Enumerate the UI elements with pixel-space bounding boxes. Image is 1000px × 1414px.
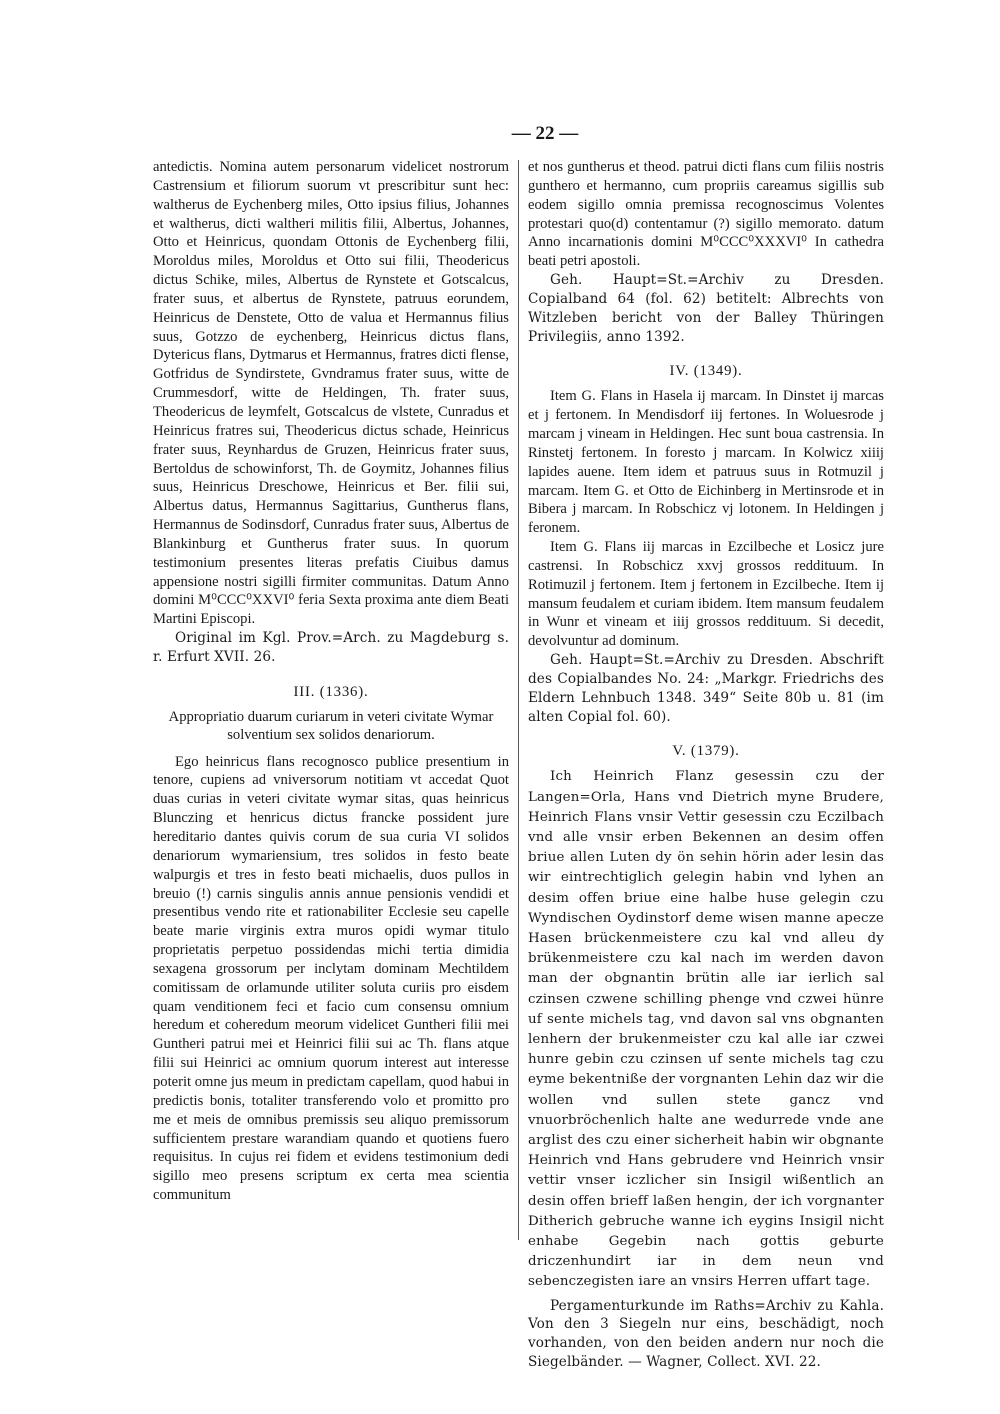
document-text: Ich Heinrich Flanz gesessin czu der Langen=Orla, Hans vnd Dietrich myne Brudere, Heinrich Flans vnsir Vettir gesessin czu Eczilbach vnd alle vnsir erben Bekennen an desim offen briue allen Luten dy ön sehin hörin ader lesin das wir eintrechtiglich gelegin habin vnd lyhen an desim offen briue eine halbe huse gelegin czu Wyndischen Oydinstorf deme wisen manne apecze Hasen brückenmeistere czu kal vnd alleu dy brükenmeistere czu kal nach im werden davon man der obgnantin brütin alle iar ierlich sal czinsen czwene schilling phenge vnd czwei hünre uf sente michels tag, vnd davon sal vns obgnanten lenhern der brukenmeister czu kal alle iar czwei hunre gebin czu czinsen uf sente michels tag czu eyme bekentniße der vorgnanten Lehin daz wir die wollen vnd sullen stete gancz vnd vnuorbröchenlich halte ane wedurrede vnde ane arglist des czu einer sicherheit habin wir obgnante Heinrich vnd Hans gebrudere vnd Heinrich vnsir vettir vnser iczlicher sin Insigil wißentlich an desin offen brieff laßen hengin, der ich vorgnanter Ditherich gebruche wanne ich eygins Insigil nicht enhabe Gegebin nach gottis geburte driczenhundirt iar in dem neun vnd sebenczegisten iare an vnsirs Herren uffart tage. [528, 769, 884, 1290]
column-divider [518, 160, 519, 1240]
section-heading-iii: III. (1336). [293, 683, 369, 700]
document-text: antedictis. Nomina autem personarum videlicet nostrorum Castrensium et filiorum suorum vt prescribitur sunt hec: waltherus de Eychenberg miles, Otto ipsius filius, Johannes et waltherus, dicti waltheri militis filii, Albertus, Johannes, Otto et Heinricus, quondam Ottonis de Eychenberg filii, Moroldus miles, Moroldus et Otto sui filii, Theodericus dictus Schike, miles, Albertus de Rynstete et Gotscalcus, frater suus, et albertus de Rynstete, patruus eorundem, Heinricus de Denstete, Otto de valua et Hermannus filius suus, Gotzzo de eychenberg, Heinricus dictus flans, Dytericus flans, Dytmarus et Hermannus, fratres dicti flense, Gotfridus de Syndirstete, Gvndramus frater suus, witte de Crummesdorf, witte de Heldingen, Th. frater suus, Theodericus de leymfelt, Gotscalcus de vlstete, Cunradus et Heinricus fratres sui, Theodericus dictus schade, Heinricus frater suus, Reynhardus de Gruzen, Heinricus frater suus, Bertoldus de schowinforst, Th. de Goymitz, Johannes filius suus, Heinricus Dreschowe, Heinricus et Ber. filii sui, Albertus datus, Hermannus Sagittarius, Guntherus flans, Hermannus de Sodinsdorf, Cunradus frater suus, Albertus de Blankinburg et Guntherus frater suus. In quorum testimonium presentes literas prefatis Ciuibus damus appensione nostri sigilli firmiter communitas. Datum Anno domini M⁰CCC⁰XXVI⁰ feria Sexta proxima ante diem Beati Martini Episcopi. [153, 159, 509, 628]
document-text: et nos guntherus et theod. patrui dicti flans cum filiis nostris gunthero et hermanno, cum propriis careamus sigillis sub eodem sigillo omnia premissa recognoscimus Volentes protestari quo(d) contentamur (?) sigillo memorato. datum Anno incarnationis domini M⁰CCC⁰XXXVI⁰ In cathedra beati petri apostoli. [528, 159, 884, 270]
left-column [153, 158, 509, 1205]
source-note: Geh. Haupt=St.=Archiv zu Dresden. Copialband 64 (fol. 62) betitelt: Albrechts von Witzleben bericht von der Balley Thüringen Privilegiis, anno 1392. [528, 272, 884, 345]
page-number: — 22 — [511, 123, 579, 144]
document-text: Item G. Flans iij marcas in Ezcilbeche et Losicz jure castrensi. In Robschicz xxvj grossos reddituum. In Rotimuzil j fertonem. Item j fertonem in Ezcilbeche. Item ij mansum feudalem et curiam ibidem. Item mansum feudalem in Wunr et vineam et iiij grossos reddituum. Si decedit, devolvuntur ad dominum. [528, 539, 884, 650]
section-heading-iv: IV. (1349). [669, 363, 743, 380]
section-rubric: Appropriatio duarum curiarum in veteri civitate Wymar solventium sex solidos denariorum. [168, 708, 494, 744]
source-note: Geh. Haupt=St.=Archiv zu Dresden. Abschrift des Copialbandes No. 24: „Markgr. Friedrichs des Eldern Lehnbuch 1348. 349“ Seite 80b u. 81 (im alten Copial fol. 60). [528, 652, 884, 725]
section-heading-v: V. (1379). [672, 743, 740, 760]
source-note: Original im Kgl. Prov.=Arch. zu Magdeburg s. r. Erfurt XVII. 26. [153, 630, 509, 665]
document-text: Ego heinricus flans recognosco publice presentium in tenore, cupiens ad vniversorum notitiam vt accedat Quot duas curias in veteri civitate wymar sitas, quas heinricus Blunczing et henricus dictus francke possident jure hereditario dantes quivis corum de sua curia VI solidos denariorum wymariensium, tres solidos in festo beate walpurgis et tres in festo beati michaelis, duos pullos in breuio (!) carnis singulis annis annue pensionis vendidi et presentibus vendo rite et rationabiliter Ecclesie seu capelle beate marie virginis extra muros opidi wymar titulo proprietatis perpetuo possidendas michi tertia dimidia sexagena grossorum per inclytam dominam Mechtildem comitissam de orlamunde utiliter soluta curiis pro eisdem quam venditionem feci et facio cum consensu omnium heredum et coheredum meorum videlicet Guntheri filii mei Guntheri patrui mei et Heinrici filii sui ac Th. flans atque filii sui Heinrici ac omnium quorum interest aut interesse poterit omne jus meum in predictam capellam, quod habui in predictis bonis, totaliter transferendo volo et promitto pro me et meis de omnibus premissis seu aliquo premissorum sufficientem prestare warandiam quando et quotiens fuero requisitus. In cujus rei fidem et evidens testimonium dedi sigillo meo presens scriptum ex certa mea scientia communitum [153, 753, 509, 1204]
right-column [528, 158, 884, 1372]
source-note: Pergamenturkunde im Raths=Archiv zu Kahla. Von den 3 Siegeln nur eins, beschädigt, noch vorhanden, von den beiden andern nur noch die Siegelbänder. — Wagner, Collect. XVI. 22. [528, 1297, 884, 1371]
document-text: Item G. Flans in Hasela ij marcam. In Dinstet ij marcas et j fertonem. In Mendisdorf iij fertones. In Woluesrode j marcam j vineam in Heldingen. Hec sunt boua castrensia. In Rinstetj fertonem. In foresto j marcam. In Kolwicz xiiij lapides auene. Item idem et patruus suus in Rotmuzil j marcam. Item G. et Otto de Eichinberg in Mertinsrode et in Bibera j marcam. In Robschicz vj lotonem. In Heldingen j feronem. [528, 388, 884, 537]
